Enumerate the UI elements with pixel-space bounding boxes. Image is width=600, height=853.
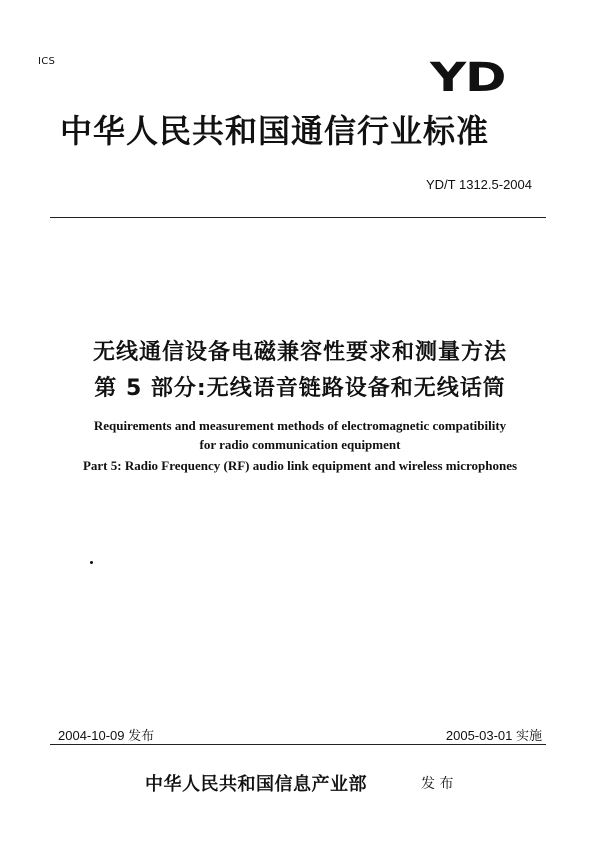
title-en-line1: Requirements and measurement methods of electromagnetic compatibility — [93, 418, 507, 433]
title-en-line3: Part 5: Radio Frequency (RF) audio link equipment and wireless microphones — [82, 458, 518, 473]
standard-code: YD/T 1312.5-2004 — [426, 177, 532, 192]
ics-label: ICS — [38, 56, 56, 67]
standard-title: 中华人民共和国通信行业标准 — [60, 112, 490, 150]
title-cn-line1: 无线通信设备电磁兼容性要求和测量方法 — [92, 340, 507, 365]
header-divider — [50, 217, 546, 218]
publish-date: 2004-10-09 发布 — [58, 728, 155, 743]
footer-divider — [50, 744, 546, 745]
implement-date: 2005-03-01 实施 — [445, 728, 542, 743]
yd-logo: YD — [430, 55, 506, 101]
issuer-name: 中华人民共和国信息产业部 — [145, 774, 367, 795]
issue-word: 发 布 — [421, 776, 454, 792]
stray-dot — [90, 561, 93, 564]
title-cn-line2: 第 5 部分:无线语音链路设备和无线话筒 — [94, 376, 506, 401]
title-en-line2: for radio communication equipment — [199, 437, 401, 452]
